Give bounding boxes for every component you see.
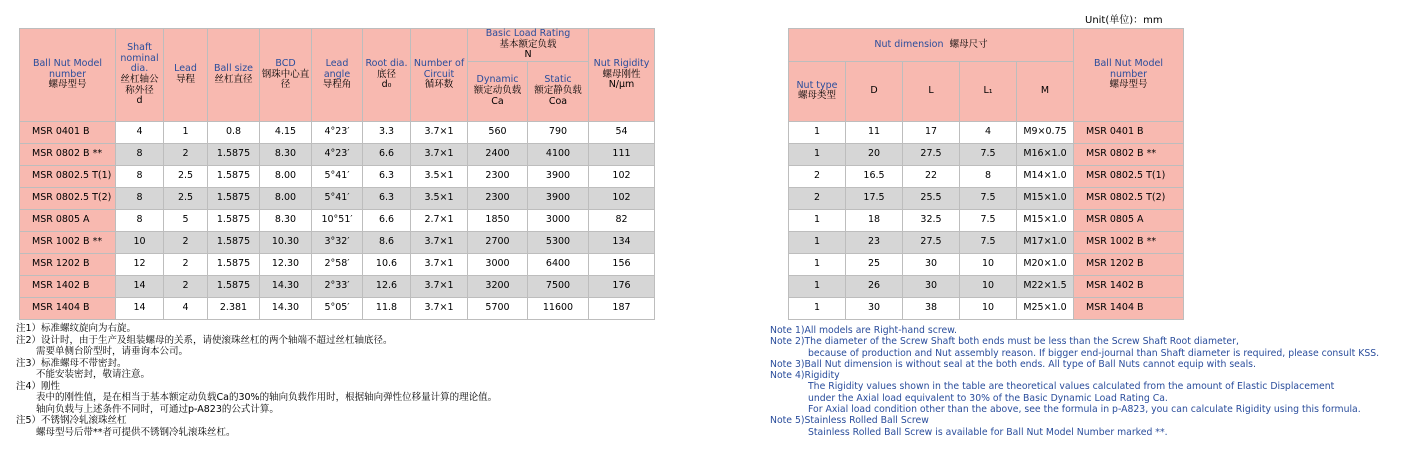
cell-coa: 3900 [528, 165, 589, 187]
cell-root: 6.3 [363, 187, 411, 209]
cell-gap [655, 231, 789, 253]
cell-L: 22 [903, 165, 960, 187]
unit-label: Unit(单位)：mm [1085, 15, 1163, 26]
notes-english [770, 325, 1379, 438]
cell-D: 18 [846, 209, 903, 231]
cell-L1: 10 [960, 297, 1017, 319]
cell-root: 6.3 [363, 165, 411, 187]
cell-ball: 2.381 [208, 297, 260, 319]
cell-ca: 560 [468, 121, 528, 143]
cell-L1: 10 [960, 275, 1017, 297]
cell-lead: 2.5 [164, 187, 208, 209]
cell-type: 1 [789, 297, 846, 319]
note-line: 注3）标准螺母不带密封。 [16, 357, 127, 369]
note-line: Note 3)Ball Nut dimension is without seal at the both ends. All type of Ball Nuts cannot equip with seals. [770, 358, 1256, 370]
cell-model: MSR 0802 B ** [20, 143, 116, 165]
note-line: 注5）不锈钢冷轧滚珠丝杠 [16, 415, 127, 426]
cell-circuit: 3.7×1 [411, 121, 468, 143]
cell-M: M15×1.0 [1017, 187, 1074, 209]
cell-model-right: MSR 0802 B ** [1074, 143, 1184, 165]
cell-rigidity: 54 [589, 121, 655, 143]
cell-gap [655, 143, 789, 165]
cell-model-right: MSR 0802.5 T(2) [1074, 187, 1184, 209]
header-ball-size: Ball size 丝杠直径 [208, 29, 260, 122]
cell-d: 10 [116, 231, 164, 253]
cell-root: 12.6 [363, 275, 411, 297]
header-static: Static 额定静负载 Coa [528, 61, 589, 121]
cell-angle: 4°23′ [312, 121, 363, 143]
cell-lead: 5 [164, 209, 208, 231]
cell-model-right: MSR 1402 B [1074, 275, 1184, 297]
cell-root: 8.6 [363, 231, 411, 253]
table-row [20, 231, 1184, 253]
cell-angle: 5°41′ [312, 187, 363, 209]
cell-coa: 790 [528, 121, 589, 143]
cell-lead: 2 [164, 231, 208, 253]
cell-circuit: 3.7×1 [411, 297, 468, 319]
cell-ca: 3000 [468, 253, 528, 275]
cell-rigidity: 134 [589, 231, 655, 253]
cell-root: 3.3 [363, 121, 411, 143]
cell-model-right: MSR 1404 B [1074, 297, 1184, 319]
cell-M: M14×1.0 [1017, 165, 1074, 187]
header-nut-dimension: Nut dimension 螺母尺寸 [789, 29, 1074, 62]
table-row [20, 297, 1184, 319]
cell-model-right: MSR 0401 B [1074, 121, 1184, 143]
cell-L1: 7.5 [960, 187, 1017, 209]
cell-model: MSR 0805 A [20, 209, 116, 231]
header-dynamic: Dynamic 额定动负载 Ca [468, 61, 528, 121]
cell-gap [655, 209, 789, 231]
cell-ball: 0.8 [208, 121, 260, 143]
cell-ca: 5700 [468, 297, 528, 319]
cell-L1: 7.5 [960, 143, 1017, 165]
cell-root: 6.6 [363, 143, 411, 165]
cell-ca: 3200 [468, 275, 528, 297]
header-L1: L₁ [960, 61, 1017, 121]
note-line: Note 5)Stainless Rolled Ball Screw [770, 415, 929, 427]
cell-angle: 5°05′ [312, 297, 363, 319]
cell-root: 6.6 [363, 209, 411, 231]
cell-type: 2 [789, 165, 846, 187]
header-rigidity: Nut Rigidity 螺母刚性 N/μm [589, 29, 655, 122]
cell-L1: 7.5 [960, 209, 1017, 231]
cell-L1: 7.5 [960, 231, 1017, 253]
cell-L1: 10 [960, 253, 1017, 275]
cell-d: 8 [116, 209, 164, 231]
note-line: Note 2)The diameter of the Screw Shaft both ends must be less than the Screw Shaft Root diameter, [770, 336, 1239, 348]
header-D: D [846, 61, 903, 121]
cell-model-right: MSR 0802.5 T(1) [1074, 165, 1184, 187]
cell-angle: 2°33′ [312, 275, 363, 297]
cell-bcd: 4.15 [260, 121, 312, 143]
notes-chinese [16, 323, 497, 438]
cell-ball: 1.5875 [208, 209, 260, 231]
cell-lead: 4 [164, 297, 208, 319]
header-nut-type: Nut type 螺母类型 [789, 61, 846, 121]
cell-root: 11.8 [363, 297, 411, 319]
cell-bcd: 14.30 [260, 297, 312, 319]
cell-angle: 5°41′ [312, 165, 363, 187]
table-row [20, 209, 1184, 231]
cell-rigidity: 176 [589, 275, 655, 297]
cell-gap [655, 121, 789, 143]
cell-bcd: 8.30 [260, 209, 312, 231]
cell-circuit: 2.7×1 [411, 209, 468, 231]
table-row [20, 253, 1184, 275]
cell-circuit: 3.5×1 [411, 187, 468, 209]
cell-rigidity: 102 [589, 165, 655, 187]
table-row [20, 121, 1184, 143]
cell-ball: 1.5875 [208, 143, 260, 165]
cell-circuit: 3.7×1 [411, 231, 468, 253]
header-model: Ball Nut Model number 螺母型号 [20, 29, 116, 122]
cell-ball: 1.5875 [208, 187, 260, 209]
header-bcd: BCD 钢珠中心直径 [260, 29, 312, 122]
cell-coa: 4100 [528, 143, 589, 165]
cell-M: M25×1.0 [1017, 297, 1074, 319]
cell-L: 27.5 [903, 231, 960, 253]
cell-L: 17 [903, 121, 960, 143]
cell-bcd: 10.30 [260, 231, 312, 253]
cell-lead: 2.5 [164, 165, 208, 187]
note-line: For Axial load condition other than the above, see the formula in p-A823, you can calculate Rigidity using this formula. [808, 404, 1361, 416]
cell-d: 8 [116, 187, 164, 209]
cell-d: 8 [116, 165, 164, 187]
cell-bcd: 8.00 [260, 165, 312, 187]
header-L: L [903, 61, 960, 121]
cell-bcd: 12.30 [260, 253, 312, 275]
cell-rigidity: 111 [589, 143, 655, 165]
note-line: because of production and Nut assembly reason. If bigger end-journal than Shaft diameter is required, please consult KSS. [808, 347, 1380, 359]
cell-circuit: 3.7×1 [411, 143, 468, 165]
cell-ca: 2700 [468, 231, 528, 253]
cell-L: 30 [903, 253, 960, 275]
cell-circuit: 3.7×1 [411, 275, 468, 297]
note-line: 表中的刚性值，是在相当于基本额定动负载Ca的30%的轴向负载作用时，根据轴向弹性位移量计算的理论值。 [36, 392, 498, 403]
cell-M: M20×1.0 [1017, 253, 1074, 275]
cell-d: 4 [116, 121, 164, 143]
note-line: 不能安装密封，敬请注意。 [36, 369, 151, 380]
cell-d: 12 [116, 253, 164, 275]
cell-ca: 1850 [468, 209, 528, 231]
header-gap [655, 29, 789, 122]
cell-L: 32.5 [903, 209, 960, 231]
cell-rigidity: 156 [589, 253, 655, 275]
cell-gap [655, 297, 789, 319]
cell-gap [655, 165, 789, 187]
cell-coa: 5300 [528, 231, 589, 253]
cell-ca: 2400 [468, 143, 528, 165]
cell-ca: 2300 [468, 187, 528, 209]
cell-model: MSR 0802.5 T(1) [20, 165, 116, 187]
table-row [20, 187, 1184, 209]
header-lead-angle: Lead angle 导程角 [312, 29, 363, 122]
cell-d: 8 [116, 143, 164, 165]
cell-model: MSR 1402 B [20, 275, 116, 297]
cell-L: 25.5 [903, 187, 960, 209]
cell-circuit: 3.5×1 [411, 165, 468, 187]
cell-D: 30 [846, 297, 903, 319]
cell-rigidity: 82 [589, 209, 655, 231]
cell-ball: 1.5875 [208, 253, 260, 275]
cell-d: 14 [116, 297, 164, 319]
cell-model-right: MSR 1002 B ** [1074, 231, 1184, 253]
header-circuit: Number of Circuit 循环数 [411, 29, 468, 122]
cell-M: M17×1.0 [1017, 231, 1074, 253]
cell-ball: 1.5875 [208, 231, 260, 253]
cell-model: MSR 1202 B [20, 253, 116, 275]
cell-coa: 11600 [528, 297, 589, 319]
cell-L1: 4 [960, 121, 1017, 143]
header-M: M [1017, 61, 1074, 121]
cell-type: 2 [789, 187, 846, 209]
cell-D: 23 [846, 231, 903, 253]
cell-type: 1 [789, 231, 846, 253]
cell-circuit: 3.7×1 [411, 253, 468, 275]
cell-angle: 10°51′ [312, 209, 363, 231]
cell-L1: 8 [960, 165, 1017, 187]
table-row [20, 165, 1184, 187]
cell-model: MSR 1002 B ** [20, 231, 116, 253]
cell-gap [655, 187, 789, 209]
cell-d: 14 [116, 275, 164, 297]
note-line: 注4）刚性 [16, 380, 61, 392]
table-row [20, 143, 1184, 165]
cell-D: 17.5 [846, 187, 903, 209]
note-line: Stainless Rolled Ball Screw is available for Ball Nut Model Number marked **. [808, 426, 1168, 438]
header-root-dia: Root dia. 底径 d₀ [363, 29, 411, 122]
header-lead: Lead 导程 [164, 29, 208, 122]
cell-L: 38 [903, 297, 960, 319]
cell-root: 10.6 [363, 253, 411, 275]
cell-bcd: 14.30 [260, 275, 312, 297]
cell-M: M16×1.0 [1017, 143, 1074, 165]
cell-L: 30 [903, 275, 960, 297]
cell-D: 11 [846, 121, 903, 143]
cell-type: 1 [789, 275, 846, 297]
cell-model: MSR 0401 B [20, 121, 116, 143]
header-load-rating: Basic Load Rating 基本额定负载 N [468, 29, 589, 62]
cell-coa: 6400 [528, 253, 589, 275]
cell-coa: 3900 [528, 187, 589, 209]
cell-ball: 1.5875 [208, 165, 260, 187]
cell-D: 20 [846, 143, 903, 165]
table-row [20, 275, 1184, 297]
cell-gap [655, 253, 789, 275]
note-line: 注2）设计时，由于生产及组装螺母的关系，请使滚珠丝杠的两个轴端不超过丝杠轴底径。 [16, 334, 393, 346]
cell-model-right: MSR 0805 A [1074, 209, 1184, 231]
cell-rigidity: 187 [589, 297, 655, 319]
cell-type: 1 [789, 121, 846, 143]
cell-angle: 4°23′ [312, 143, 363, 165]
spec-table [19, 28, 1184, 320]
cell-D: 25 [846, 253, 903, 275]
cell-model: MSR 1404 B [20, 297, 116, 319]
table-body [20, 121, 1184, 319]
cell-bcd: 8.30 [260, 143, 312, 165]
cell-M: M22×1.5 [1017, 275, 1074, 297]
cell-rigidity: 102 [589, 187, 655, 209]
note-line: Note 4)Rigidity [770, 370, 840, 382]
cell-lead: 2 [164, 143, 208, 165]
cell-ball: 1.5875 [208, 275, 260, 297]
note-line: 注1）标准螺纹旋向为右旋。 [16, 323, 137, 334]
cell-type: 1 [789, 143, 846, 165]
cell-M: M9×0.75 [1017, 121, 1074, 143]
note-line: 需要单侧台阶型时，请垂询本公司。 [36, 346, 189, 357]
header-model-right: Ball Nut Model number 螺母型号 [1074, 29, 1184, 122]
note-line: The Rigidity values shown in the table are theoretical values calculated from the amount of Elastic Displacement [808, 381, 1335, 393]
cell-lead: 2 [164, 275, 208, 297]
cell-coa: 7500 [528, 275, 589, 297]
note-line: under the Axial load equivalent to 30% of the Basic Dynamic Load Rating Ca. [808, 392, 1168, 404]
cell-gap [655, 275, 789, 297]
cell-D: 16.5 [846, 165, 903, 187]
note-line: 螺母型号后带**者可提供不锈钢冷轧滚珠丝杠。 [36, 426, 236, 438]
cell-model-right: MSR 1202 B [1074, 253, 1184, 275]
cell-type: 1 [789, 253, 846, 275]
note-line: Note 1)All models are Right-hand screw. [770, 325, 957, 336]
cell-M: M15×1.0 [1017, 209, 1074, 231]
cell-type: 1 [789, 209, 846, 231]
cell-model: MSR 0802.5 T(2) [20, 187, 116, 209]
cell-angle: 3°32′ [312, 231, 363, 253]
note-line: 轴向负载与上述条件不同时，可通过p-A823的公式计算。 [36, 403, 279, 415]
cell-coa: 3000 [528, 209, 589, 231]
cell-lead: 2 [164, 253, 208, 275]
cell-ca: 2300 [468, 165, 528, 187]
cell-angle: 2°58′ [312, 253, 363, 275]
cell-D: 26 [846, 275, 903, 297]
header-shaft: Shaft nominal dia. 丝杠轴公称外径 d [116, 29, 164, 122]
cell-bcd: 8.00 [260, 187, 312, 209]
cell-L: 27.5 [903, 143, 960, 165]
cell-lead: 1 [164, 121, 208, 143]
